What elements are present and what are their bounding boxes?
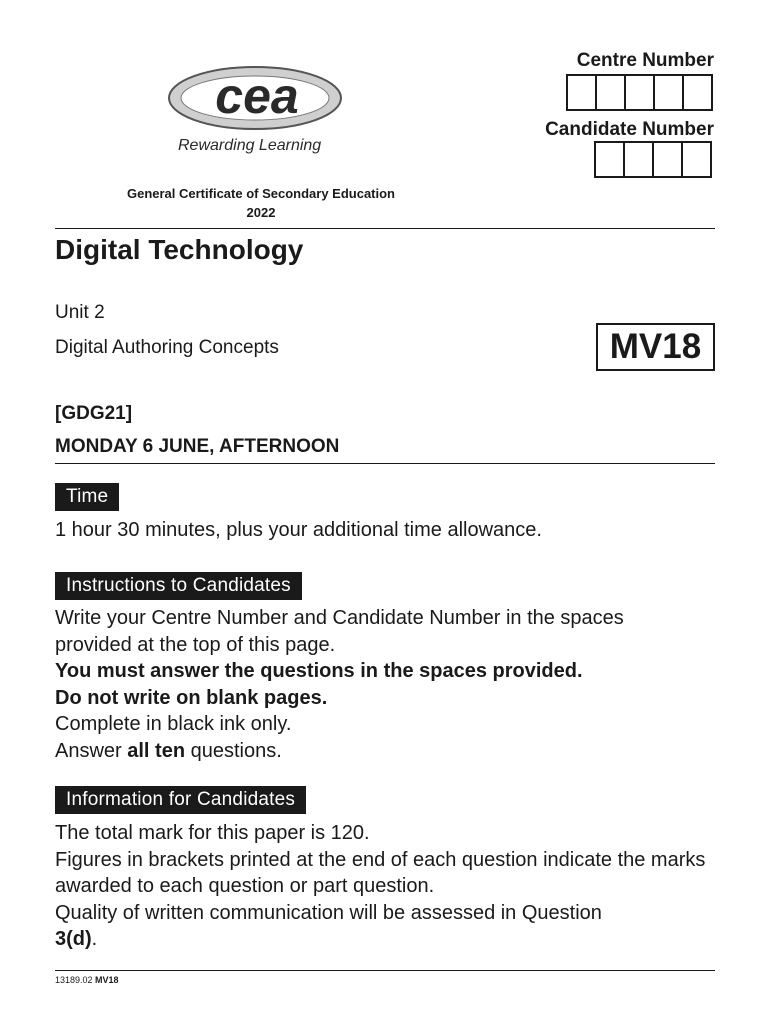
logo-text: cea [215, 68, 299, 124]
instruction-line [55, 738, 665, 765]
spec-code: [GDG21] [55, 403, 133, 424]
digit-box[interactable] [683, 143, 710, 176]
time-text: 1 hour 30 minutes, plus your additional time allowance. [55, 519, 542, 541]
subject-title: Digital Technology [55, 234, 304, 265]
digit-box[interactable] [597, 76, 626, 109]
instruction-line: Write your Centre Number and Candidate Number in the spaces provided at the top of this page. [55, 607, 624, 656]
digit-box[interactable] [684, 76, 711, 109]
tagline: Rewarding Learning [178, 137, 322, 154]
centre-number-label: Centre Number [576, 50, 714, 71]
information-line [55, 900, 615, 953]
information-text [55, 820, 715, 953]
text-run: Answer [55, 739, 128, 762]
instructions-heading: Instructions to Candidates [55, 572, 302, 600]
instruction-line: You must answer the questions in the spaces provided. [55, 660, 583, 682]
divider [55, 970, 715, 971]
text-run-bold: 3(d) [55, 928, 92, 950]
instruction-line: Do not write on blank pages. [55, 686, 328, 709]
divider [55, 228, 715, 229]
instructions-text [55, 605, 665, 764]
candidate-number-boxes[interactable] [594, 141, 712, 178]
unit-number: Unit 2 [55, 302, 105, 323]
qualification: General Certificate of Secondary Education [126, 186, 396, 201]
text-run: . [91, 928, 98, 950]
unit-title: Digital Authoring Concepts [55, 337, 279, 358]
digit-box[interactable] [568, 76, 597, 109]
footer-number: 13189.02 [55, 975, 96, 985]
instruction-line: Complete in black ink only. [55, 713, 292, 735]
text-run: Quality of written communication will be assessed in Question [55, 901, 602, 924]
footer-code: MV18 [95, 975, 119, 985]
information-line: The total mark for this paper is 120. [55, 822, 370, 844]
divider [55, 463, 715, 464]
information-line: Figures in brackets printed at the end of each question indicate the marks awarded to each question or part question. [55, 848, 706, 897]
centre-number-boxes[interactable] [566, 74, 713, 111]
paper-code: MV18 [596, 323, 715, 371]
time-heading: Time [55, 483, 119, 511]
digit-box[interactable] [654, 143, 683, 176]
text-run: questions. [185, 739, 282, 762]
digit-box[interactable] [596, 143, 625, 176]
digit-box[interactable] [626, 76, 655, 109]
exam-date: MONDAY 6 JUNE, AFTERNOON [55, 436, 340, 457]
digit-box[interactable] [625, 143, 654, 176]
exam-year: 2022 [246, 205, 276, 220]
digit-box[interactable] [655, 76, 684, 109]
candidate-number-label: Candidate Number [545, 119, 714, 140]
text-run-bold: all ten [127, 739, 186, 762]
information-heading: Information for Candidates [55, 786, 306, 814]
footer-ref [55, 975, 119, 985]
